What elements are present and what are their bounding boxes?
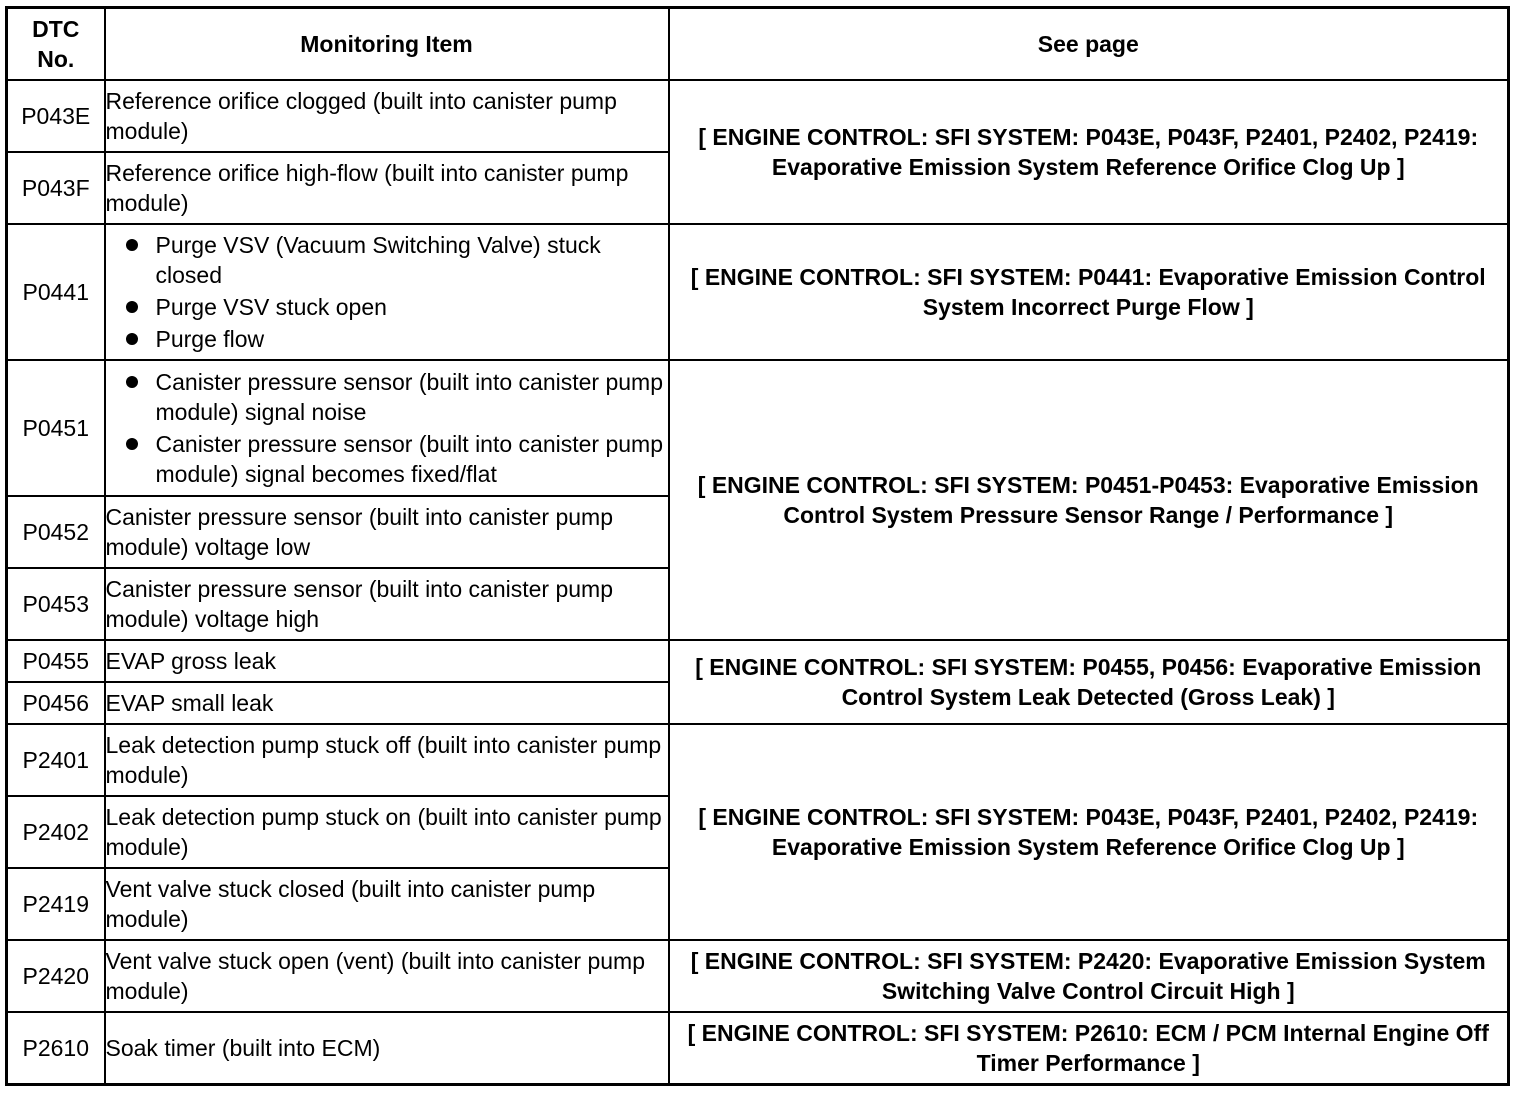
monitoring-item: Soak timer (built into ECM) xyxy=(105,1012,669,1085)
table-row xyxy=(7,724,1509,796)
table-row xyxy=(7,360,1509,496)
see-page-link[interactable]: [ ENGINE CONTROL: SFI SYSTEM: P0451-P0453: Evaporative Emission Control System Pressure Sensor Range / Performance ] xyxy=(669,360,1509,640)
see-page-link[interactable]: [ ENGINE CONTROL: SFI SYSTEM: P0455, P0456: Evaporative Emission Control System Leak Detected (Gross Leak) ] xyxy=(669,640,1509,724)
bullet-dot-icon xyxy=(126,438,138,450)
bullet-dot-icon xyxy=(126,301,138,313)
bullet-list xyxy=(106,367,668,489)
dtc-code: P043F xyxy=(7,152,105,224)
bullet-dot-icon xyxy=(126,376,138,388)
see-page-link[interactable]: [ ENGINE CONTROL: SFI SYSTEM: P043E, P043F, P2401, P2402, P2419: Evaporative Emission System Reference Orifice Clog Up ] xyxy=(669,724,1509,940)
monitoring-item: EVAP small leak xyxy=(105,682,669,724)
dtc-code: P2420 xyxy=(7,940,105,1012)
monitoring-item: EVAP gross leak xyxy=(105,640,669,682)
dtc-code: P0452 xyxy=(7,496,105,568)
dtc-code: P0456 xyxy=(7,682,105,724)
dtc-code: P2419 xyxy=(7,868,105,940)
table-row xyxy=(7,640,1509,682)
dtc-code: P0455 xyxy=(7,640,105,682)
bullet-dot-icon xyxy=(126,333,138,345)
dtc-code: P0451 xyxy=(7,360,105,496)
monitoring-item: Reference orifice clogged (built into canister pump module) xyxy=(105,80,669,152)
header-row xyxy=(7,8,1509,81)
monitoring-item xyxy=(105,224,669,360)
header-dtc-no: DTC No. xyxy=(7,8,105,81)
dtc-code: P0453 xyxy=(7,568,105,640)
monitoring-item: Leak detection pump stuck on (built into canister pump module) xyxy=(105,796,669,868)
bullet-item: Purge flow xyxy=(106,324,668,354)
see-page-link[interactable]: [ ENGINE CONTROL: SFI SYSTEM: P2420: Evaporative Emission System Switching Valve Control Circuit High ] xyxy=(669,940,1509,1012)
dtc-code: P2401 xyxy=(7,724,105,796)
bullet-list xyxy=(106,230,668,354)
see-page-link[interactable]: [ ENGINE CONTROL: SFI SYSTEM: P043E, P043F, P2401, P2402, P2419: Evaporative Emission System Reference Orifice Clog Up ] xyxy=(669,80,1509,224)
table-row xyxy=(7,1012,1509,1085)
header-monitoring-item: Monitoring Item xyxy=(105,8,669,81)
monitoring-item: Leak detection pump stuck off (built into canister pump module) xyxy=(105,724,669,796)
see-page-link[interactable]: [ ENGINE CONTROL: SFI SYSTEM: P0441: Evaporative Emission Control System Incorrect Purge Flow ] xyxy=(669,224,1509,360)
table-row xyxy=(7,940,1509,1012)
monitoring-item: Reference orifice high-flow (built into canister pump module) xyxy=(105,152,669,224)
table-row xyxy=(7,80,1509,152)
see-page-link[interactable]: [ ENGINE CONTROL: SFI SYSTEM: P2610: ECM / PCM Internal Engine Off Timer Performance ] xyxy=(669,1012,1509,1085)
monitoring-item xyxy=(105,360,669,496)
dtc-code: P2610 xyxy=(7,1012,105,1085)
dtc-code: P043E xyxy=(7,80,105,152)
bullet-dot-icon xyxy=(126,239,138,251)
bullet-item: Canister pressure sensor (built into canister pump module) signal noise xyxy=(106,367,668,427)
bullet-item: Canister pressure sensor (built into canister pump module) signal becomes fixed/flat xyxy=(106,429,668,489)
header-see-page: See page xyxy=(669,8,1509,81)
monitoring-item: Vent valve stuck closed (built into canister pump module) xyxy=(105,868,669,940)
bullet-item: Purge VSV stuck open xyxy=(106,292,668,322)
dtc-code: P2402 xyxy=(7,796,105,868)
monitoring-item: Vent valve stuck open (vent) (built into canister pump module) xyxy=(105,940,669,1012)
monitoring-item: Canister pressure sensor (built into canister pump module) voltage high xyxy=(105,568,669,640)
table-row xyxy=(7,224,1509,360)
bullet-item: Purge VSV (Vacuum Switching Valve) stuck closed xyxy=(106,230,668,290)
dtc-code: P0441 xyxy=(7,224,105,360)
dtc-table xyxy=(5,6,1510,1086)
monitoring-item: Canister pressure sensor (built into canister pump module) voltage low xyxy=(105,496,669,568)
